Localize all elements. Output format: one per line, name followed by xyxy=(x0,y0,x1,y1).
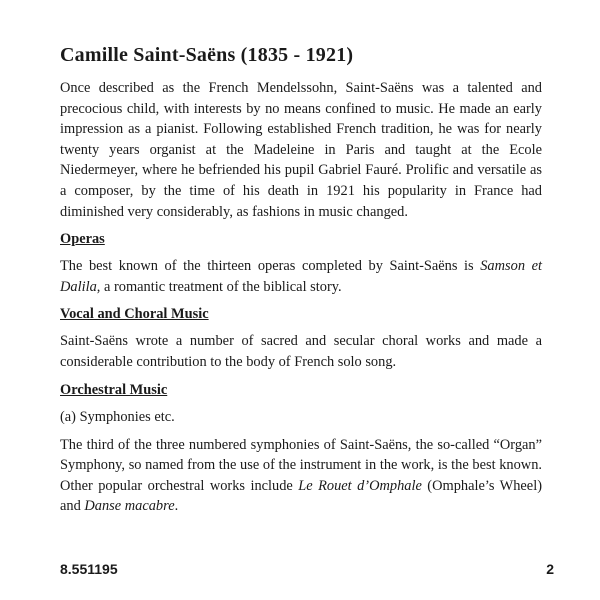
operas-text-before: The best known of the thirteen operas completed by Saint-Saëns is xyxy=(60,258,481,275)
document-page xyxy=(60,42,542,517)
operas-work-title: Samson et Dalila xyxy=(60,258,542,295)
operas-text-after: , a romantic treatment of the biblical story. xyxy=(96,278,342,295)
orchestral-text-middle: (Omphale’s Wheel) and xyxy=(60,477,542,515)
vocal-heading: Vocal and Choral Music xyxy=(60,306,209,323)
orchestral-paragraph xyxy=(60,435,542,517)
operas-heading: Operas xyxy=(60,231,105,248)
orchestral-text-after: . xyxy=(174,498,179,515)
vocal-paragraph: Saint-Saëns wrote a number of sacred and secular choral works and made a considerable contribution to the body of French solo song. xyxy=(60,333,542,370)
orchestral-heading: Orchestral Music xyxy=(60,381,168,398)
intro-paragraph: Once described as the French Mendelssohn, Saint-Saëns was a talented and precocious child, with interests by no means confined to music. He made an early impression as a pianist. Following established French tradition, he was for nearly twenty years organist at the Madeleine in Paris and taught at the Ecole Niedermeyer, where he befriended his pupil Gabriel Fauré. Prolific and versatile as a composer, by the time of his death in 1921 his popularity in France had diminished very considerably, as fashions in music changed. xyxy=(60,80,542,220)
page-number: 2 xyxy=(546,561,554,577)
page-title: Camille Saint-Saëns (1835 - 1921) xyxy=(60,44,354,66)
orchestral-subheading: (a) Symphonies etc. xyxy=(60,408,175,425)
orchestral-text-before: The third of the three numbered symphonies of Saint-Saëns, the so-called “Organ” Symphony, so named from the use of the instrument in the work, is the best known. Other popular orchestral works include xyxy=(60,436,542,494)
orchestral-work-2: Danse macabre xyxy=(84,498,175,515)
operas-paragraph xyxy=(60,256,542,297)
orchestral-work-1: Le Rouet d’Omphale xyxy=(298,477,422,494)
catalog-number: 8.551195 xyxy=(60,561,118,577)
